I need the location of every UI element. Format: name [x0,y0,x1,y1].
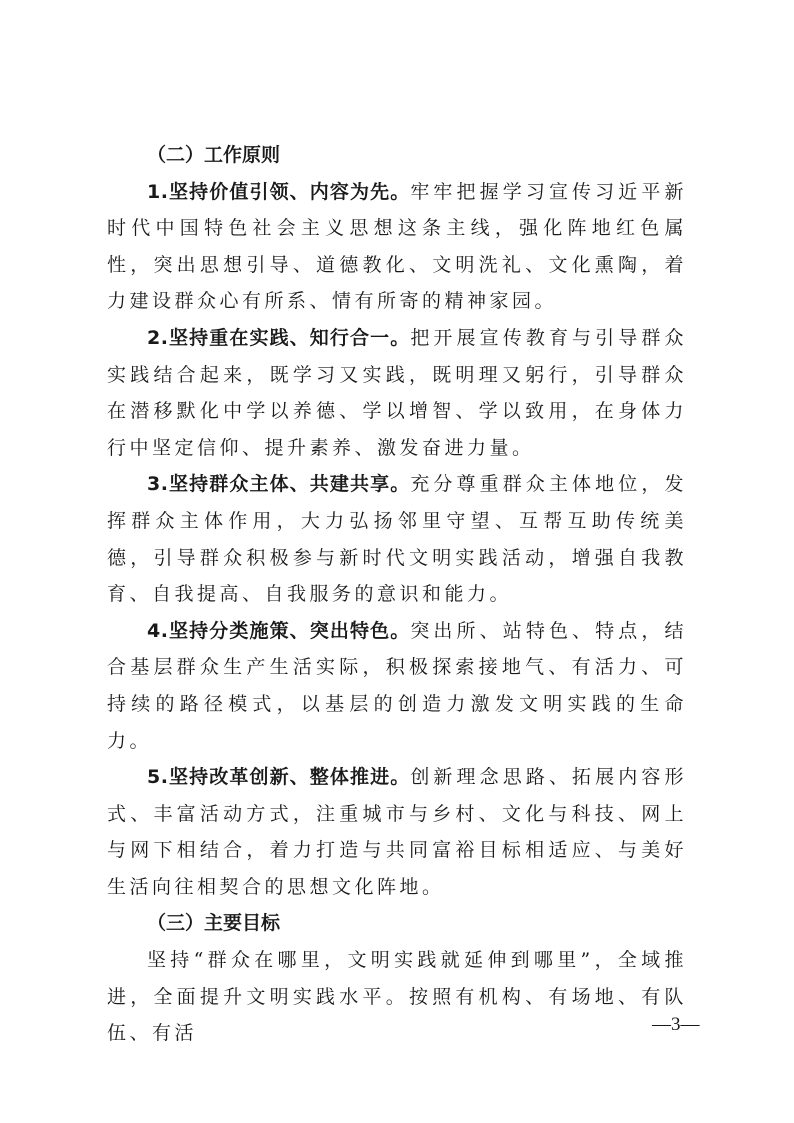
principle-paragraph-4 [107,613,687,759]
principle-lead-4: 4.坚持分类施策、突出特色。 [147,619,411,642]
page-number: —3— [652,1014,700,1035]
principle-lead-3: 3.坚持群众主体、共建共享。 [147,473,411,496]
principle-text-5: 创新理念思路、拓展内容形式、丰富活动方式，注重城市与乡村、文化与科技、网上与网下相结合，着力打造与共同富裕目标相适应、与美好生活向往相契合的思想文化阵地。 [107,766,687,898]
principle-paragraph-2 [107,320,687,466]
document-body [107,137,687,1052]
goals-paragraph: 坚持“群众在哪里，文明实践就延伸到哪里”，全域推进，全面提升文明实践水平。按照有机构、有场地、有队伍、有活 [107,949,687,1045]
principle-text-4: 突出所、站特色、特点，结合基层群众生产生活实际，积极探索接地气、有活力、可持续的路径模式，以基层的创造力激发文明实践的生命力。 [107,619,687,752]
principle-lead-5: 5.坚持改革创新、整体推进。 [147,766,411,789]
principle-text-1: 牢牢把握学习宣传习近平新时代中国特色社会主义思想这条主线，强化阵地红色属性，突出思想引导、道德教化、文明洗礼、文化熏陶，着力建设群众心有所系、情有所寄的精神家园。 [107,180,687,313]
section-heading-principles: （二）工作原则 [147,144,281,166]
principle-paragraph-3 [107,466,687,612]
principle-lead-2: 2.坚持重在实践、知行合一。 [147,326,411,349]
principle-lead-1: 1.坚持价值引领、内容为先。 [147,180,411,203]
principle-text-3: 充分尊重群众主体地位，发挥群众主体作用，大力弘扬邻里守望、互帮互助传统美德，引导群众积极参与新时代文明实践活动，增强自我教育、自我提高、自我服务的意识和能力。 [107,473,687,606]
principle-text-2: 把开展宣传教育与引导群众实践结合起来，既学习又实践，既明理又躬行，引导群众在潜移默化中学以养德、学以增智、学以致用，在身体力行中坚定信仰、提升素养、激发奋进力量。 [107,326,687,459]
section-heading-goals: （三）主要目标 [147,912,281,935]
principle-paragraph-5 [107,759,687,905]
principle-paragraph-1 [107,174,687,320]
